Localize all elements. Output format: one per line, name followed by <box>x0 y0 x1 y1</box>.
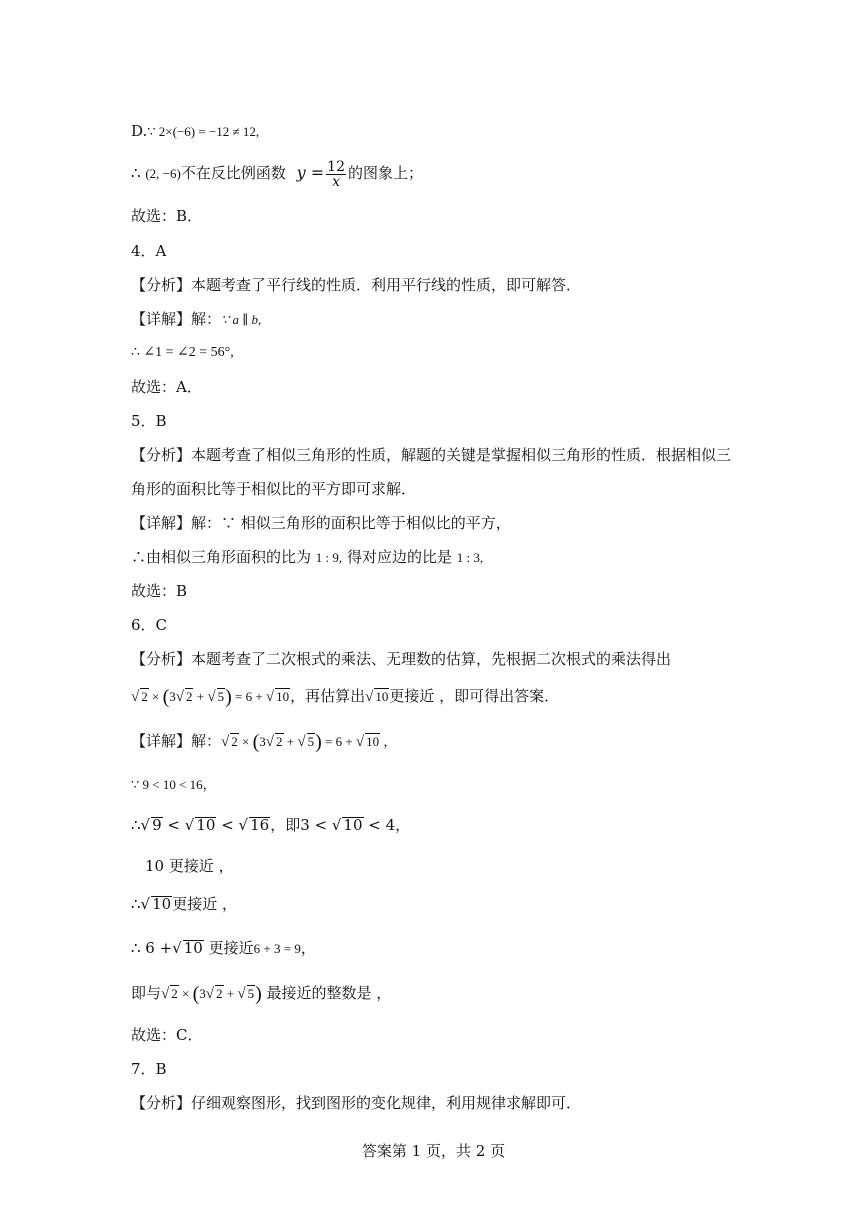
math-expression: ∵ a ∥ b, <box>221 312 262 327</box>
punctuation: ， <box>300 939 316 957</box>
question-number: 7．B <box>131 1060 167 1078</box>
radical-expression: √ 2 × (3√ 2 + √ 5) = 6 + √ 10 ， <box>221 731 397 753</box>
solution-label: 【详解】解： <box>131 732 222 750</box>
function-lhs: y = <box>296 163 325 182</box>
math-expression: 6 + 3 = 9 <box>253 941 301 956</box>
radical-expression: √ 10 <box>365 689 389 705</box>
solution-label: 【详解】解： <box>131 310 222 328</box>
solution-text: ∴由相似三角形面积的比为 <box>131 548 312 566</box>
solution-line: 【详解】解：∵ 相似三角形的面积比等于相似比的平方， <box>131 514 511 532</box>
analysis-text: 【分析】本题考查了二次根式的乘法、无理数的估算，先根据二次根式的乘法得出 <box>131 650 672 668</box>
solution-line: 10 更接近 ， <box>145 857 234 875</box>
statement-tail: 的图象上； <box>347 164 423 182</box>
page-footer: 答案第 1 页，共 2 页 <box>361 1142 506 1160</box>
radical-expression: √ 2 × (3√ 2 + √ 5) <box>161 983 262 1005</box>
line-d-check <box>131 121 259 142</box>
answer-choice: 故选：B． <box>131 207 203 225</box>
solution-line: ∴√ 10更接近 ， <box>131 895 237 913</box>
question-number: 4．A <box>131 242 167 260</box>
inequality-line: ∵ 9 < 10 < 16， <box>131 777 216 792</box>
ratio-value: 1 : 3, <box>456 550 484 565</box>
answer-choice: 故选：C． <box>131 1026 203 1044</box>
radical-expression: √ 2 × (3√ 2 + √ 5) = 6 + √ 10 <box>131 686 290 708</box>
analysis-text: 更接近 ，即可得出答案． <box>389 687 560 705</box>
solution-text: 得对应边的比是 <box>346 548 452 566</box>
solution-line: ∴ 6 +√ 10 更接近6 + 3 = 9， <box>131 939 316 957</box>
question-number: 6．C <box>131 616 168 634</box>
fraction-denominator: x <box>332 173 341 190</box>
therefore-symbol: ∴ <box>131 816 141 834</box>
solution-text: 最接近的整数是 ， <box>266 984 392 1002</box>
analysis-text-cont: 角形的面积比等于相似比的平方即可求解． <box>131 480 417 498</box>
solution-text: ，即 <box>270 816 301 834</box>
solution-text: 更接近 ， <box>172 895 237 913</box>
analysis-text: 【分析】仔细观察图形，找到图形的变化规律，利用规律求解即可． <box>131 1094 582 1112</box>
therefore-symbol: ∴ <box>131 895 141 913</box>
solution-line <box>131 547 483 568</box>
analysis-text: 【分析】本题考查了平行线的性质．利用平行线的性质，即可解答． <box>131 276 582 294</box>
analysis-text: 【分析】本题考查了相似三角形的性质，解题的关键是掌握相似三角形的性质．根据相似三 <box>131 446 732 464</box>
therefore-symbol: ∴ <box>131 164 141 182</box>
solution-line <box>131 983 391 1004</box>
option-d-label: D. <box>131 122 148 140</box>
fraction <box>326 160 346 189</box>
solution-line <box>131 309 261 330</box>
question-number: 5．B <box>131 412 167 430</box>
answer-choice: 故选：A． <box>131 378 202 396</box>
answer-choice: 故选：B <box>131 582 188 600</box>
analysis-formula-line <box>131 686 559 707</box>
solution-line <box>131 731 396 752</box>
line-conclusion-d <box>131 158 423 189</box>
point-coordinate: (2, −6) <box>145 166 181 181</box>
solution-text: 更接近 <box>208 939 254 957</box>
fraction-numerator: 12 <box>327 158 345 175</box>
math-expression: ∵ 2×(−6) = −12 ≠ 12, <box>147 124 260 139</box>
inequality-line: ∴√ 9 < √ 10 < √ 16，即3 < √ 10 < 4， <box>131 816 411 834</box>
ratio-value: 1 : 9, <box>315 550 343 565</box>
math-expression: ∴ 6 + <box>131 939 173 957</box>
solution-text: 即与 <box>131 984 162 1002</box>
analysis-text: ，再估算出 <box>290 687 366 705</box>
math-expression: ∴ ∠1 = ∠2 = 56°, <box>131 345 234 360</box>
statement-text: 不在反比例函数 <box>180 164 286 182</box>
